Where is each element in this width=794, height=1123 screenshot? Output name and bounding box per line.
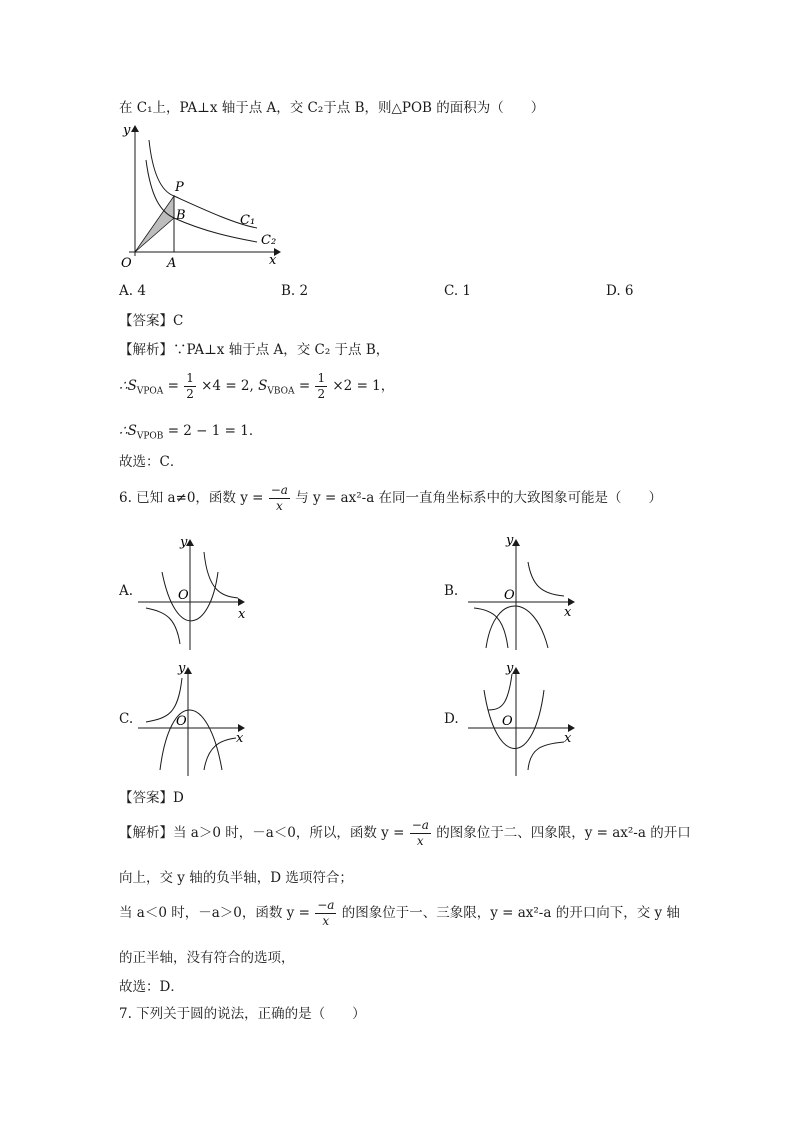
q5-label-a: A (167, 256, 177, 271)
q6-analysis-line-3 (119, 896, 680, 930)
q6c-hyperbola-branch-2 (204, 738, 236, 770)
q5-eq3-s: ∴S (119, 423, 137, 439)
q6b-label-x: x (564, 605, 572, 620)
q5-eq3-sub: VPOB (136, 431, 164, 442)
q6-analysis-line-1 (119, 816, 691, 850)
q6a-label-y: y (180, 535, 188, 550)
triangle-pob-shaded (135, 196, 174, 252)
q6d-label-o: O (502, 714, 513, 729)
q5-option-d: D. 6 (606, 283, 634, 299)
q6b-parabola (486, 606, 548, 648)
q5-label-p: P (175, 180, 184, 195)
q5-option-a: A. 4 (119, 283, 146, 299)
q5-figure (115, 118, 290, 273)
q6c-label-o: O (176, 714, 187, 729)
q6-graph-c (138, 660, 258, 780)
q6-stem (119, 481, 662, 515)
q5-label-c1: C₁ (240, 213, 256, 228)
q6-graph-a-label: A. (119, 583, 134, 599)
q6-graph-b-label: B. (444, 583, 459, 599)
q6b-label-o: O (504, 588, 515, 603)
q5-analysis-intro: 【解析】∵PA⊥x 轴于点 A，交 C₂ 于点 B， (119, 342, 390, 358)
q5-answer: 【答案】C (119, 313, 184, 329)
q6-analysis-3-post: 的图象位于一、三象限，y = ax²-a 的开口向下，交 y 轴 (341, 905, 680, 921)
q5-label-x: x (269, 253, 277, 268)
q6-analysis-line-2: 向上，交 y 轴的负半轴，D 选项符合； (119, 870, 353, 886)
q5-option-c: C. 1 (444, 283, 472, 299)
q5-eq2-frac: $\frac{1}{2}$ (317, 371, 326, 401)
q6c-parabola (160, 710, 222, 770)
q6-analysis-line-4: 的正半轴，没有符合的选项， (119, 950, 295, 966)
q5-option-b: B. 2 (281, 283, 309, 299)
q5-label-o: O (121, 256, 132, 271)
q5-label-c2: C₂ (261, 233, 277, 248)
q6-graph-d-label: D. (444, 711, 459, 727)
q6-stem-frac: $\frac{-a}{x}$ (270, 483, 288, 513)
q5-eq1-frac: $\frac{1}{2}$ (186, 371, 194, 401)
q5-equation-line-2 (119, 419, 262, 442)
q5-eq3-rest: = 2 − 1 = 1． (167, 423, 263, 439)
q5-equation-line-1: $\therefore S_{VPOA}$ = $\frac{1}{2}$ ×4 = 2, $S_{VBOA}$ = $\frac{1}{2}$ ×2 = 1， (119, 371, 395, 401)
q5-eq2-s: S (258, 378, 268, 394)
q6a-hyperbola-branch-2 (146, 608, 180, 644)
q6-conclusion: 故选：D． (119, 979, 184, 995)
q6a-label-o: O (178, 588, 189, 603)
q6d-label-x: x (564, 731, 572, 746)
q6-analysis-1-pre: 【解析】当 a＞0 时，－a＜0，所以，函数 y = (119, 825, 405, 841)
q6a-label-x: x (238, 607, 246, 622)
q5-eq2-rest: ×2 = 1， (332, 378, 395, 394)
q5-stem: 在 C₁上，PA⊥x 轴于点 A，交 C₂于点 B，则△POB 的面积为（ ） (119, 100, 545, 116)
q6-graph-a (138, 532, 258, 652)
q6-graph-c-label: C. (119, 711, 134, 727)
q6d-label-y: y (506, 661, 514, 676)
q5-eq1-rest: ×4 = 2, (201, 378, 254, 394)
q6-answer: 【答案】D (119, 790, 184, 806)
q6-stem-pre: 6. 已知 a≠0，函数 y = (119, 490, 264, 506)
q6-analysis-1-post: 的图象位于二、四象限，y = ax²-a 的开口 (436, 825, 691, 841)
q5-eq1-s: ∴S (119, 378, 137, 394)
q6-graph-b (468, 532, 588, 652)
q5-label-b: B (176, 208, 186, 223)
q7-stem: 7. 下列关于圆的说法，正确的是（ ） (119, 1006, 366, 1022)
q6-analysis-3-pre: 当 a＜0 时，－a＞0，函数 y = (119, 905, 310, 921)
q6-analysis-1-frac: $\frac{-a}{x}$ (411, 818, 429, 848)
q5-eq1-sub: VPOA (136, 386, 164, 397)
q5-eq2-sub: VBOA (267, 386, 295, 397)
q6d-hyperbola-branch-1 (488, 674, 512, 710)
q6d-hyperbola-branch-2 (528, 742, 564, 770)
q6-analysis-3-frac: $\frac{-a}{x}$ (317, 898, 335, 928)
q5-label-y: y (123, 123, 131, 138)
q6c-label-y: y (178, 661, 186, 676)
q6a-hyperbola-branch-1 (204, 552, 238, 598)
q6-stem-post: 与 y = ax²-a 在同一直角坐标系中的大致图象可能是（ ） (295, 490, 663, 506)
q5-conclusion: 故选：C． (119, 454, 184, 470)
q6b-hyperbola-branch-1 (528, 562, 564, 596)
q6-graph-d (468, 660, 588, 780)
q6d-parabola (484, 690, 544, 749)
q6b-label-y: y (506, 533, 514, 548)
curve-c2 (146, 160, 257, 242)
q6c-label-x: x (236, 731, 244, 746)
